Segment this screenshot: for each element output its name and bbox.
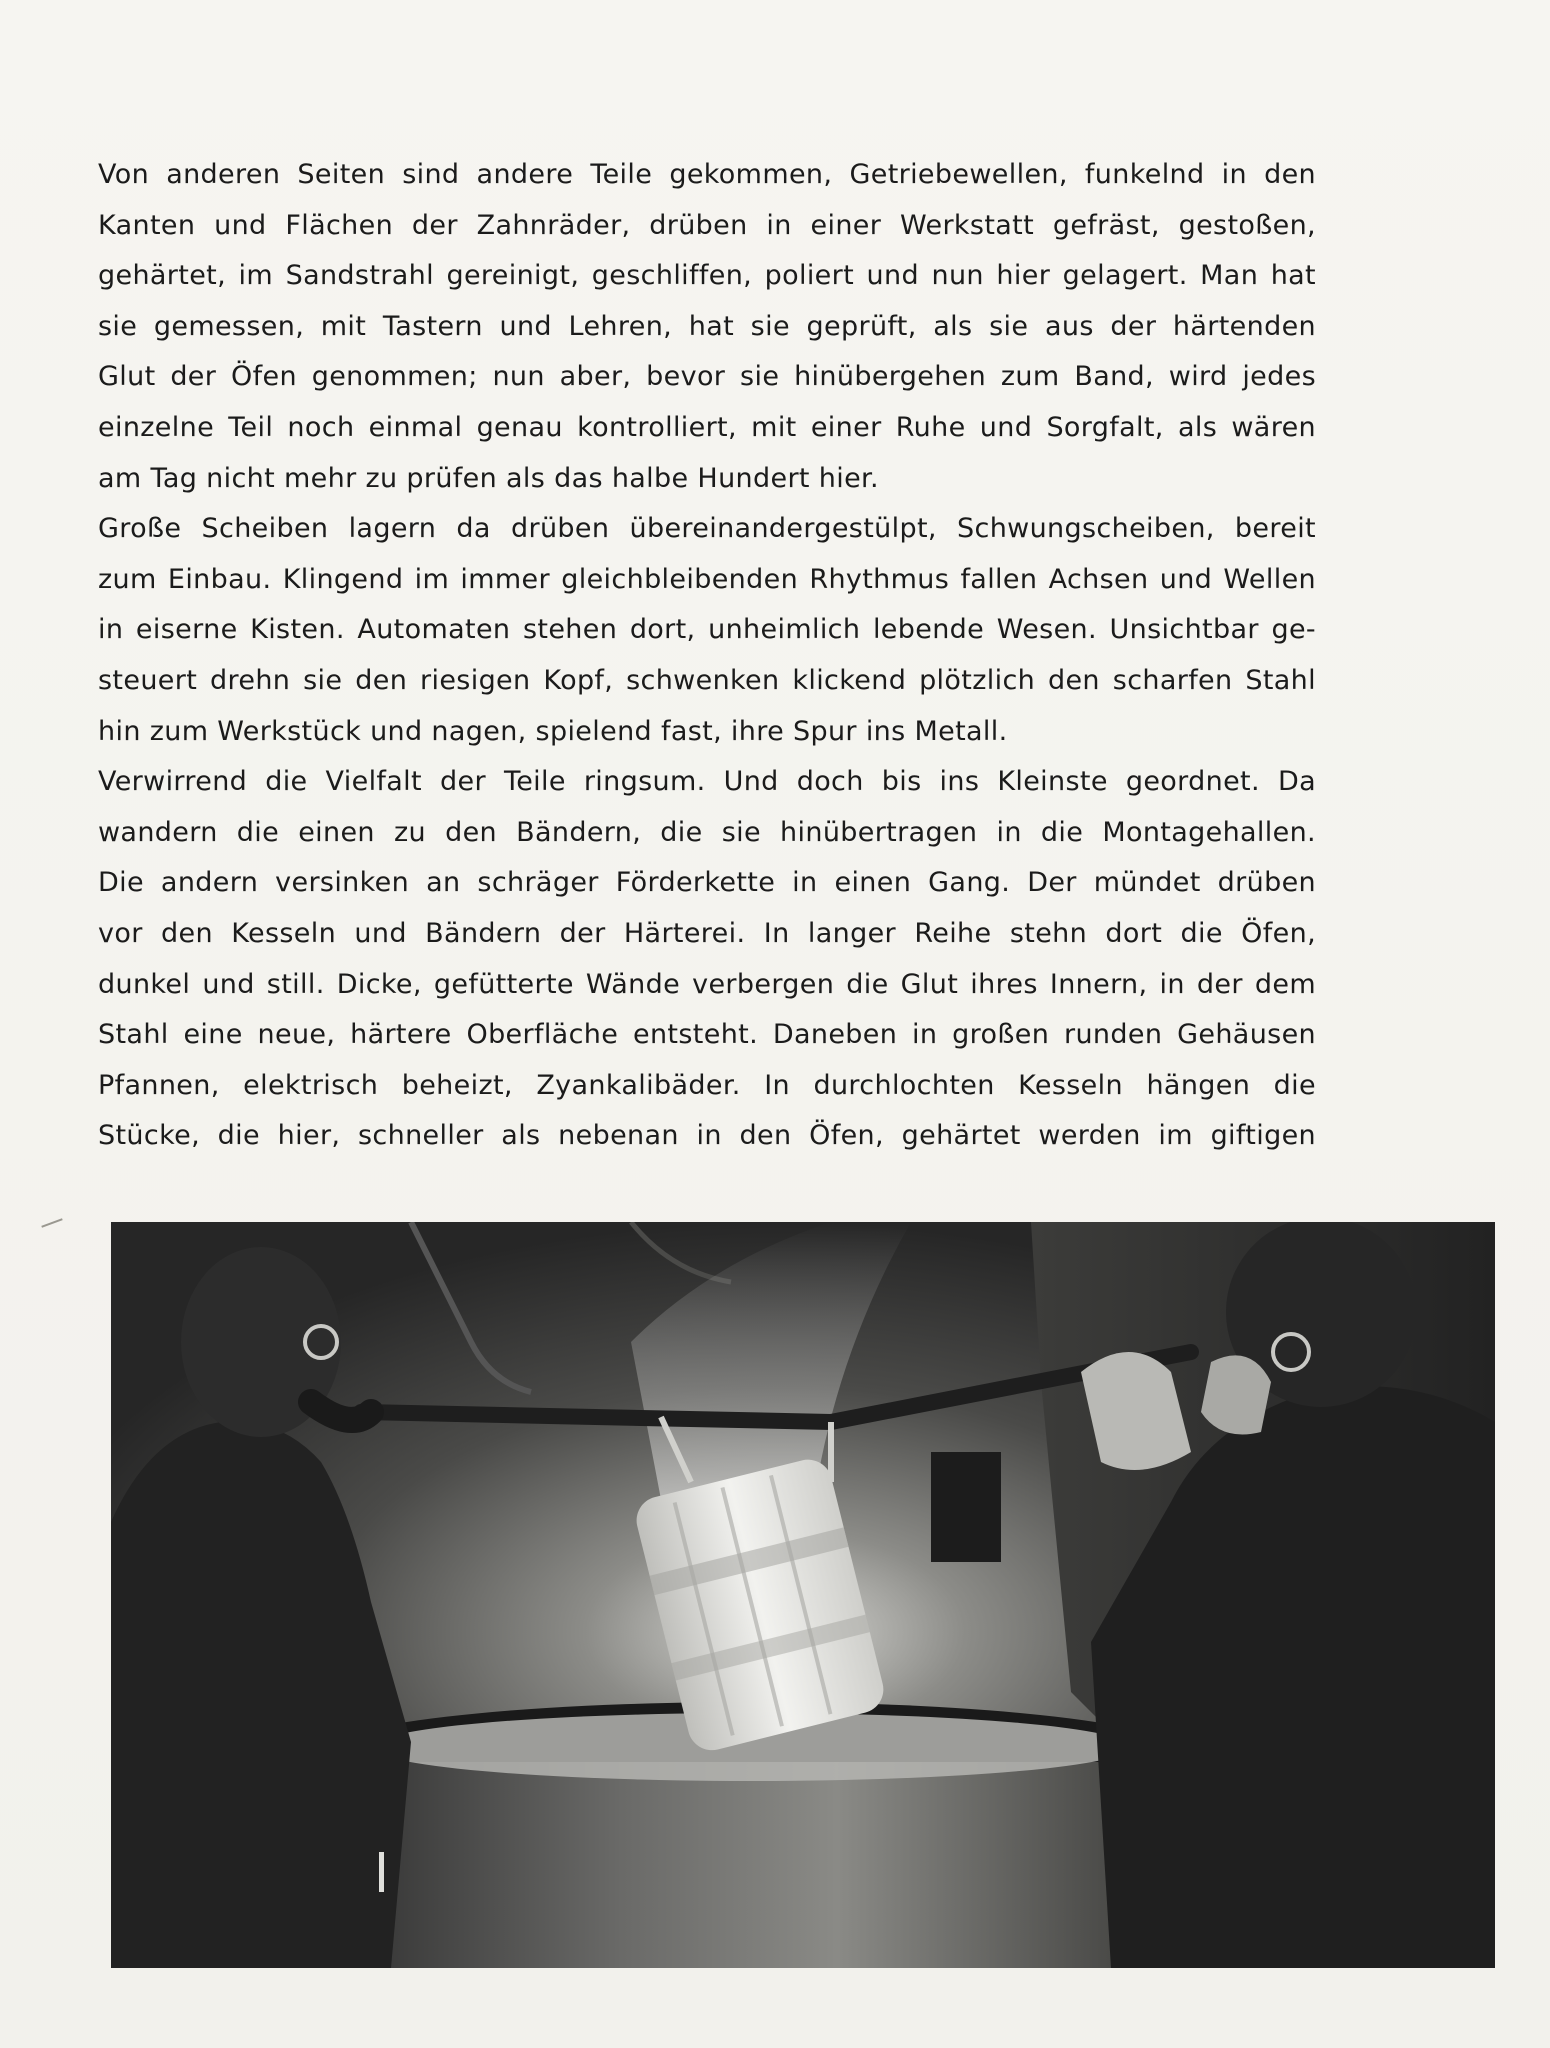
text-line: Kanten und Flächen der Zahnräder, drüben in einer Werkstatt gefräst, gestoßen,	[98, 209, 1316, 241]
text-line: sie gemessen, mit Tastern und Lehren, hat sie geprüft, als sie aus der härtenden	[98, 310, 1316, 342]
cyanide-vat	[321, 1762, 1181, 1968]
text-line: steuert drehn sie den riesigen Kopf, schwenken klickend plötzlich den scharfen Stahl	[98, 664, 1316, 696]
text-line: Stahl eine neue, härtere Oberfläche entsteht. Daneben in großen runden Gehäusen	[98, 1019, 1316, 1051]
text-line: Von anderen Seiten sind andere Teile gekommen, Getriebewellen, funkelnd in den	[98, 159, 1316, 190]
photograph-hardening-shop	[111, 1222, 1495, 1968]
text-line: Glut der Öfen genommen; nun aber, bevor sie hinübergehen zum Band, wird jedes	[98, 361, 1316, 393]
text-line: Verwirrend die Vielfalt der Teile ringsum. Und doch bis ins Kleinste geordnet. Da	[98, 766, 1316, 798]
text-line: dunkel und still. Dicke, gefütterte Wände verbergen die Glut ihres Innern, in der dem	[98, 968, 1316, 1000]
text-line: zum Einbau. Klingend im immer gleichbleibenden Rhythmus fallen Achsen und Wellen	[98, 563, 1316, 595]
photo-illustration	[111, 1222, 1495, 1968]
text-line: Pfannen, elektrisch beheizt, Zyankalibäder. In durchlochten Kesseln hängen die	[98, 1069, 1316, 1101]
body-text	[98, 150, 1316, 1162]
text-line: Stücke, die hier, schneller als nebenan in den Öfen, gehärtet werden im giftigen	[98, 1120, 1316, 1152]
text-line: Die andern versinken an schräger Förderkette in einen Gang. Der mündet drüben	[98, 867, 1316, 899]
text-line: vor den Kesseln und Bändern der Härterei. In langer Reihe stehn dort die Öfen,	[98, 917, 1316, 949]
text-line: gehärtet, im Sandstrahl gereinigt, geschliffen, poliert und nun hier gelagert. Man hat	[98, 260, 1316, 292]
text-line: Große Scheiben lagern da drüben übereinandergestülpt, Schwungscheiben, bereit	[98, 513, 1316, 545]
text-line: einzelne Teil noch einmal genau kontrolliert, mit einer Ruhe und Sorgfalt, als wären	[98, 411, 1316, 443]
text-line: wandern die einen zu den Bändern, die sie hinübertragen in die Montagehallen.	[98, 816, 1316, 848]
highlight	[379, 1852, 384, 1892]
paper-speck	[41, 1218, 62, 1227]
text-line: am Tag nicht mehr zu prüfen als das halbe Hundert hier.	[98, 462, 879, 494]
text-line: hin zum Werkstück und nagen, spielend fast, ihre Spur ins Metall.	[98, 715, 1008, 747]
text-line: in eiserne Kisten. Automaten stehen dort, unheimlich lebende Wesen. Unsichtbar ge-	[98, 614, 1316, 646]
wall-panel	[931, 1452, 1001, 1562]
